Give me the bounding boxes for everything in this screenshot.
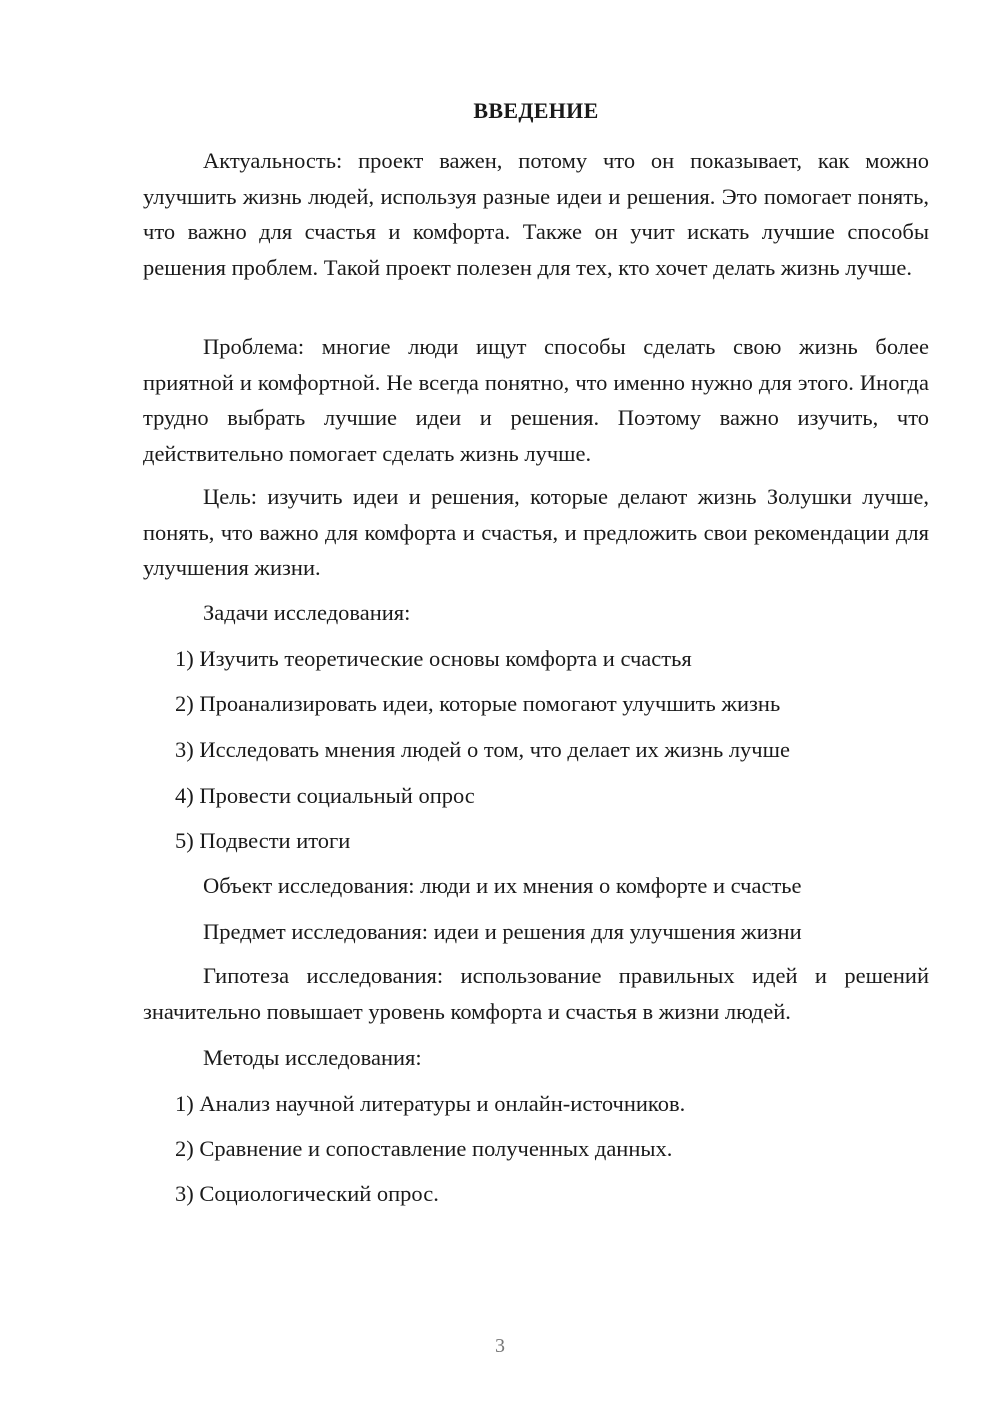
paragraph-goal: Цель: изучить идеи и решения, которые делают жизнь Золушки лучше, понять, что важно для комфорта и счастья, и предложить свои рекомендации для улучшения жизни. [143,484,929,580]
research-subject: Предмет исследования: идеи и решения для улучшения жизни [203,919,802,944]
page-title: ВВЕДЕНИЕ [473,98,599,123]
list-item: 5) Подвести итоги [175,828,351,853]
research-object: Объект исследования: люди и их мнения о комфорте и счастье [203,873,802,898]
list-item: 2) Проанализировать идеи, которые помогают улучшить жизнь [175,691,781,716]
list-item: 4) Провести социальный опрос [175,783,475,808]
paragraph-actuality: Актуальность: проект важен, потому что он показывает, как можно улучшить жизнь людей, используя разные идеи и решения. Это помогает понять, что важно для счастья и комфорта. Также он учит искать лучшие способы решения проблем. Такой проект полезен для тех, кто хочет делать жизнь лучше. [143,148,929,280]
paragraph-problem: Проблема: многие люди ищут способы сделать свою жизнь более приятной и комфортной. Не всегда понятно, что именно нужно для этого. Иногда трудно выбрать лучшие идеи и решения. Поэтому важно изучить, что действительно помогает сделать жизнь лучше. [143,334,929,466]
list-item: 3) Социологический опрос. [175,1181,439,1206]
page-number: 3 [495,1335,505,1357]
list-item: 2) Сравнение и сопоставление полученных данных. [175,1136,673,1161]
list-item: 3) Исследовать мнения людей о том, что делает их жизнь лучше [175,737,790,762]
list-item: 1) Изучить теоретические основы комфорта и счастья [175,646,692,671]
methods-title: Методы исследования: [203,1045,422,1070]
paragraph-hypothesis: Гипотеза исследования: использование правильных идей и решений значительно повышает уровень комфорта и счастья в жизни людей. [143,963,929,1024]
list-item: 1) Анализ научной литературы и онлайн-источников. [175,1091,686,1116]
tasks-title: Задачи исследования: [203,600,411,625]
